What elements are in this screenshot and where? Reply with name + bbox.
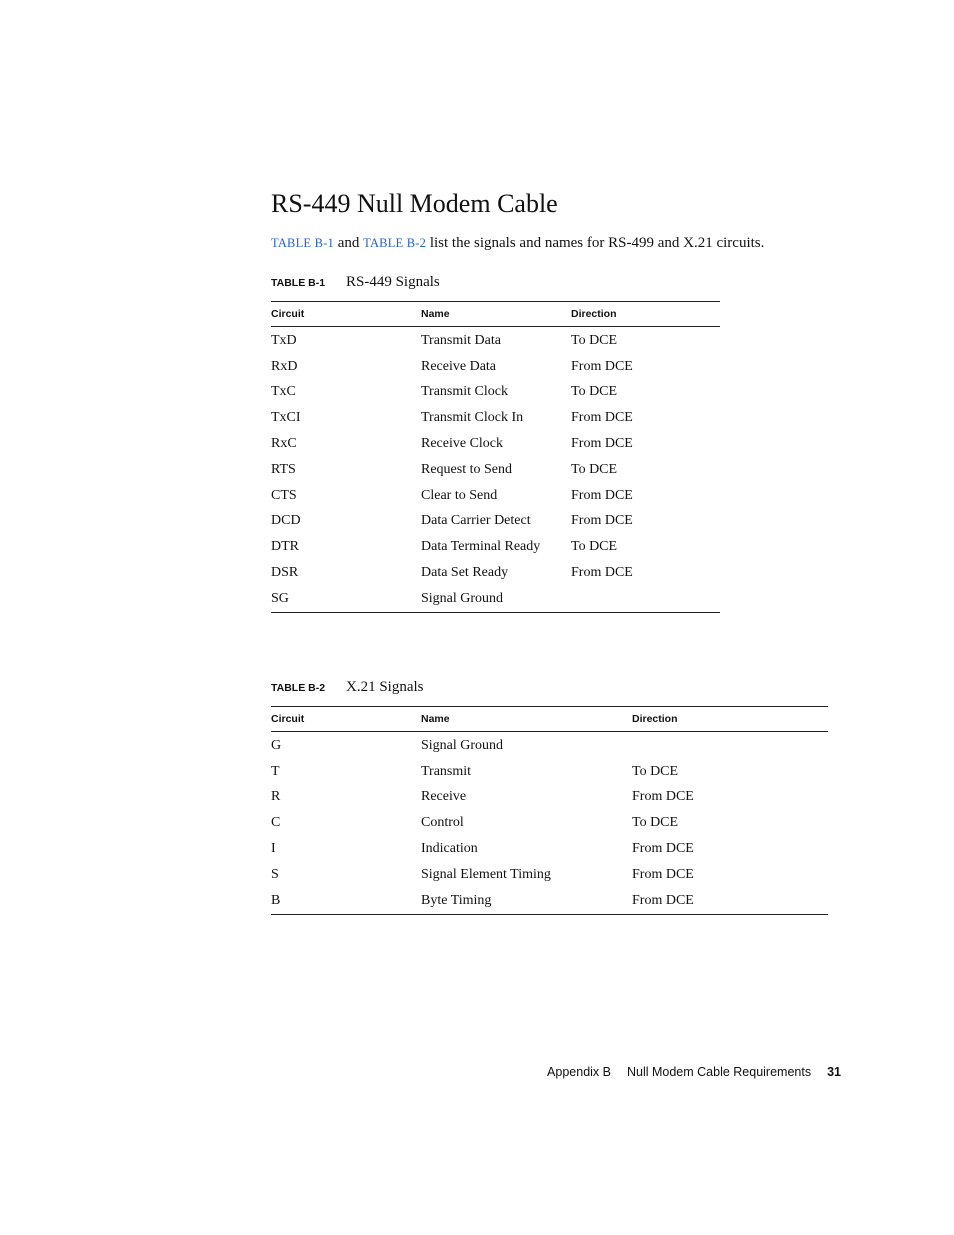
- table-row: [271, 759, 828, 785]
- table-row: [271, 327, 720, 354]
- table-row: [271, 586, 720, 612]
- cell-direction: From DCE: [571, 436, 633, 452]
- cell-direction: [571, 586, 720, 612]
- cell-name: Receive Data: [421, 358, 497, 374]
- cell-direction: From DCE: [571, 410, 633, 426]
- column-header-name: Name: [421, 302, 571, 327]
- cell-direction: From DCE: [571, 358, 633, 374]
- column-header-circuit: Circuit: [271, 707, 421, 732]
- table-b1-caption: [271, 272, 440, 293]
- page-title: RS-449 Null Modem Cable: [271, 189, 558, 218]
- intro-connector: and: [333, 235, 364, 251]
- cell-circuit: RxC: [271, 436, 297, 452]
- x21-signals-table: [271, 706, 828, 915]
- table-row: [271, 483, 720, 509]
- cell-circuit: B: [271, 892, 281, 908]
- cell-direction: To DCE: [632, 815, 679, 831]
- cell-circuit: RTS: [271, 461, 296, 477]
- cell-name: Transmit Clock In: [421, 410, 524, 426]
- cell-circuit: S: [271, 866, 279, 882]
- column-header-direction: Direction: [632, 707, 828, 732]
- cell-direction: From DCE: [632, 892, 694, 908]
- cell-circuit: SG: [271, 590, 289, 606]
- table-b1-label: TABLE B-1: [271, 277, 326, 289]
- page-number: 31: [827, 1065, 841, 1079]
- cell-direction: To DCE: [632, 763, 679, 779]
- cell-name: Signal Ground: [421, 737, 504, 753]
- cell-direction: To DCE: [571, 461, 618, 477]
- cell-circuit: CTS: [271, 487, 297, 503]
- cell-name: Request to Send: [421, 461, 512, 477]
- table-row: [271, 380, 720, 406]
- cell-name: Data Carrier Detect: [421, 513, 531, 529]
- cell-direction: From DCE: [632, 866, 694, 882]
- footer-appendix: Appendix B: [547, 1065, 611, 1079]
- cell-circuit: DSR: [271, 565, 299, 581]
- cell-name: Receive: [421, 789, 467, 805]
- table-header-row: [271, 302, 720, 327]
- cell-direction: To DCE: [571, 539, 618, 555]
- cell-name: Data Terminal Ready: [421, 539, 541, 555]
- cell-circuit: TxC: [271, 384, 296, 400]
- cell-name: Signal Ground: [421, 590, 504, 606]
- cell-name: Indication: [421, 841, 478, 857]
- table-row: [271, 888, 828, 914]
- cell-circuit: T: [271, 763, 280, 779]
- cell-circuit: C: [271, 815, 281, 831]
- cell-circuit: DTR: [271, 539, 299, 555]
- cell-name: Data Set Ready: [421, 565, 509, 581]
- cell-name: Byte Timing: [421, 892, 492, 908]
- table-row: [271, 534, 720, 560]
- table-b1-title: RS-449 Signals: [346, 274, 440, 290]
- cell-name: Control: [421, 815, 464, 831]
- cell-name: Signal Element Timing: [421, 866, 551, 882]
- column-header-direction: Direction: [571, 302, 720, 327]
- x21-table-body: [271, 732, 828, 915]
- table-b2-caption: [271, 677, 424, 698]
- cell-circuit: I: [271, 841, 276, 857]
- cell-direction: From DCE: [571, 565, 633, 581]
- cell-direction: From DCE: [571, 513, 633, 529]
- cell-name: Transmit Data: [421, 332, 501, 348]
- cell-name: Clear to Send: [421, 487, 498, 503]
- table-row: [271, 457, 720, 483]
- cell-name: Receive Clock: [421, 436, 504, 452]
- cell-direction: To DCE: [571, 332, 618, 348]
- cell-circuit: RxD: [271, 358, 298, 374]
- rs449-table-body: [271, 327, 720, 613]
- cell-direction: To DCE: [571, 384, 618, 400]
- table-row: [271, 810, 828, 836]
- table-b1-link[interactable]: TABLE B-1: [271, 236, 334, 250]
- footer-chapter-title: Null Modem Cable Requirements: [626, 1065, 812, 1079]
- table-row: [271, 785, 828, 811]
- table-row: [271, 354, 720, 380]
- cell-circuit: TxD: [271, 332, 297, 348]
- table-row: [271, 732, 828, 759]
- cell-direction: From DCE: [571, 487, 633, 503]
- table-row: [271, 560, 720, 586]
- table-header-row: [271, 707, 828, 732]
- table-b2-link[interactable]: TABLE B-2: [363, 236, 427, 250]
- table-row: [271, 405, 720, 431]
- cell-direction: From DCE: [632, 789, 694, 805]
- table-b2-label: TABLE B-2: [271, 682, 326, 694]
- cell-circuit: G: [271, 737, 282, 753]
- intro-text: list the signals and names for RS-499 and X.21 circuits.: [426, 235, 765, 251]
- cell-circuit: R: [271, 789, 281, 805]
- cell-circuit: TxCI: [271, 410, 301, 426]
- page-footer: [547, 1063, 841, 1081]
- cell-name: Transmit: [421, 763, 472, 779]
- cell-circuit: DCD: [271, 513, 301, 529]
- table-row: [271, 509, 720, 535]
- rs449-signals-table: [271, 301, 720, 613]
- table-row: [271, 431, 720, 457]
- intro-paragraph: [271, 233, 764, 253]
- cell-direction: [632, 732, 828, 759]
- table-b2-title: X.21 Signals: [346, 679, 424, 695]
- table-row: [271, 862, 828, 888]
- column-header-circuit: Circuit: [271, 302, 421, 327]
- cell-direction: From DCE: [632, 841, 694, 857]
- column-header-name: Name: [421, 707, 632, 732]
- table-row: [271, 836, 828, 862]
- cell-name: Transmit Clock: [421, 384, 508, 400]
